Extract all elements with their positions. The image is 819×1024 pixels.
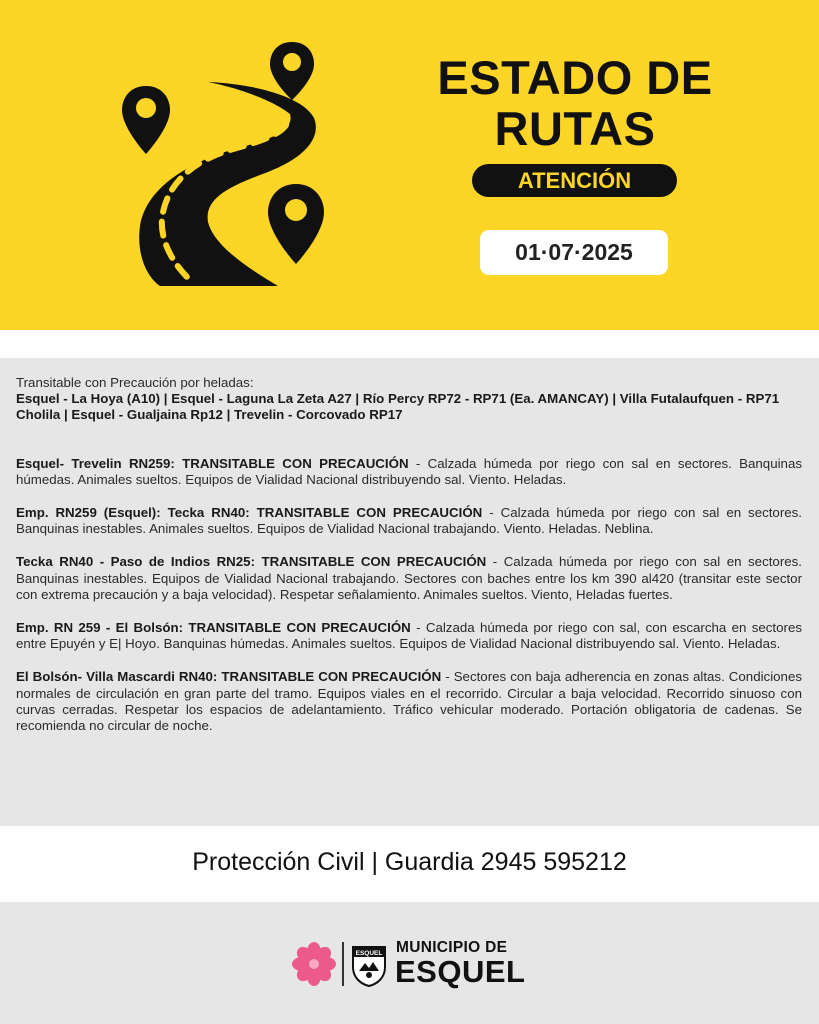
header-banner <box>0 0 819 330</box>
municipality-name: ESQUEL <box>395 954 526 989</box>
contact-strip <box>0 826 819 902</box>
map-pin-top-icon <box>270 42 314 100</box>
route-item <box>16 456 802 488</box>
route-item <box>16 554 802 603</box>
logo-divider <box>342 942 344 986</box>
map-pin-left-icon <box>122 86 170 154</box>
route-item <box>16 620 802 652</box>
route-heading: Emp. RN259 (Esquel): Tecka RN40: TRANSITABLE CON PRECAUCIÓN <box>16 505 483 521</box>
intro-label: Transitable con Precaución por heladas: <box>16 375 254 390</box>
route-details: - Calzada húmeda por riego con sal en sectores. Banquinas inestables. Animales sueltos. Equipos de Vialidad Nacional trabajando. Viento. Heladas. Neblina. <box>16 505 802 537</box>
winding-road-icon <box>118 38 334 294</box>
route-status-section <box>0 358 819 826</box>
shield-text: ESQUEL <box>355 950 383 957</box>
title-line-2: RUTAS <box>494 102 656 155</box>
municipality-label: MUNICIPIO DE <box>396 939 508 956</box>
route-heading: El Bolsón- Villa Mascardi RN40: TRANSITABLE CON PRECAUCIÓN <box>16 669 442 685</box>
municipal-shield-icon <box>350 941 388 987</box>
route-details: - Calzada húmeda por riego con sal en sectores. Banquinas húmedas. Animales sueltos. Equipos de Vialidad Nacional distribuyendo sal. Viento. Heladas. <box>16 455 802 487</box>
spacer <box>0 330 819 358</box>
intro-routes: Esquel - La Hoya (A10) | Esquel - Laguna La Zeta A27 | Río Percy RP72 - RP71 (Ea. AMANCAY) | Villa Futalaufquen - RP71 Cholila | Esquel - Gualjaina Rp12 | Trevelin - Corcovado RP17 <box>16 391 780 423</box>
flower-icon <box>292 942 336 986</box>
route-item <box>16 669 802 734</box>
route-status-content <box>16 375 802 734</box>
route-item <box>16 505 802 537</box>
map-pin-right-icon <box>268 184 324 264</box>
page-title <box>410 52 740 154</box>
attention-badge: ATENCIÓN <box>472 164 677 197</box>
contact-line: Protección Civil | Guardia 2945 595212 <box>192 848 627 876</box>
date-label: 01·07·2025 <box>480 230 668 275</box>
route-heading: Esquel- Trevelin RN259: TRANSITABLE CON PRECAUCIÓN <box>16 455 409 471</box>
route-details: - Calzada húmeda por riego con sal en sectores. Banquinas inestables. Equipos de Vialidad Nacional trabajando. Sectores con baches entre los km 390 al420 (transitar este sector con extrema precaución y a baja velocidad). Respetar señalamiento. Animales sueltos. Viento, Heladas fuertes. <box>16 554 802 602</box>
footer-logo-section <box>0 902 819 1024</box>
route-heading: Emp. RN 259 - El Bolsón: TRANSITABLE CON PRECAUCIÓN <box>16 620 411 636</box>
title-line-1: ESTADO DE <box>437 51 713 104</box>
route-details: - Calzada húmeda por riego con sal, con escarcha en sectores entre Epuyén y E| Hoyo. Banquinas húmedas. Animales sueltos. Equipos de Vialidad Nacional distribuyendo sal. Viento. Heladas. <box>16 620 802 652</box>
route-details: - Sectores con baja adherencia en zonas altas. Condiciones normales de circulación en gran parte del tramo. Equipos viales en el recorrido. Circular a baja velocidad. Recorrido sinuoso con curvas cerradas. Respetar los espacios de adelantamiento. Tráfico vehicular moderado. Portación obligatoria de cadenas. Se recomienda no circular de noche. <box>16 669 802 734</box>
route-heading: Tecka RN40 - Paso de Indios RN25: TRANSITABLE CON PRECAUCIÓN <box>16 554 487 570</box>
